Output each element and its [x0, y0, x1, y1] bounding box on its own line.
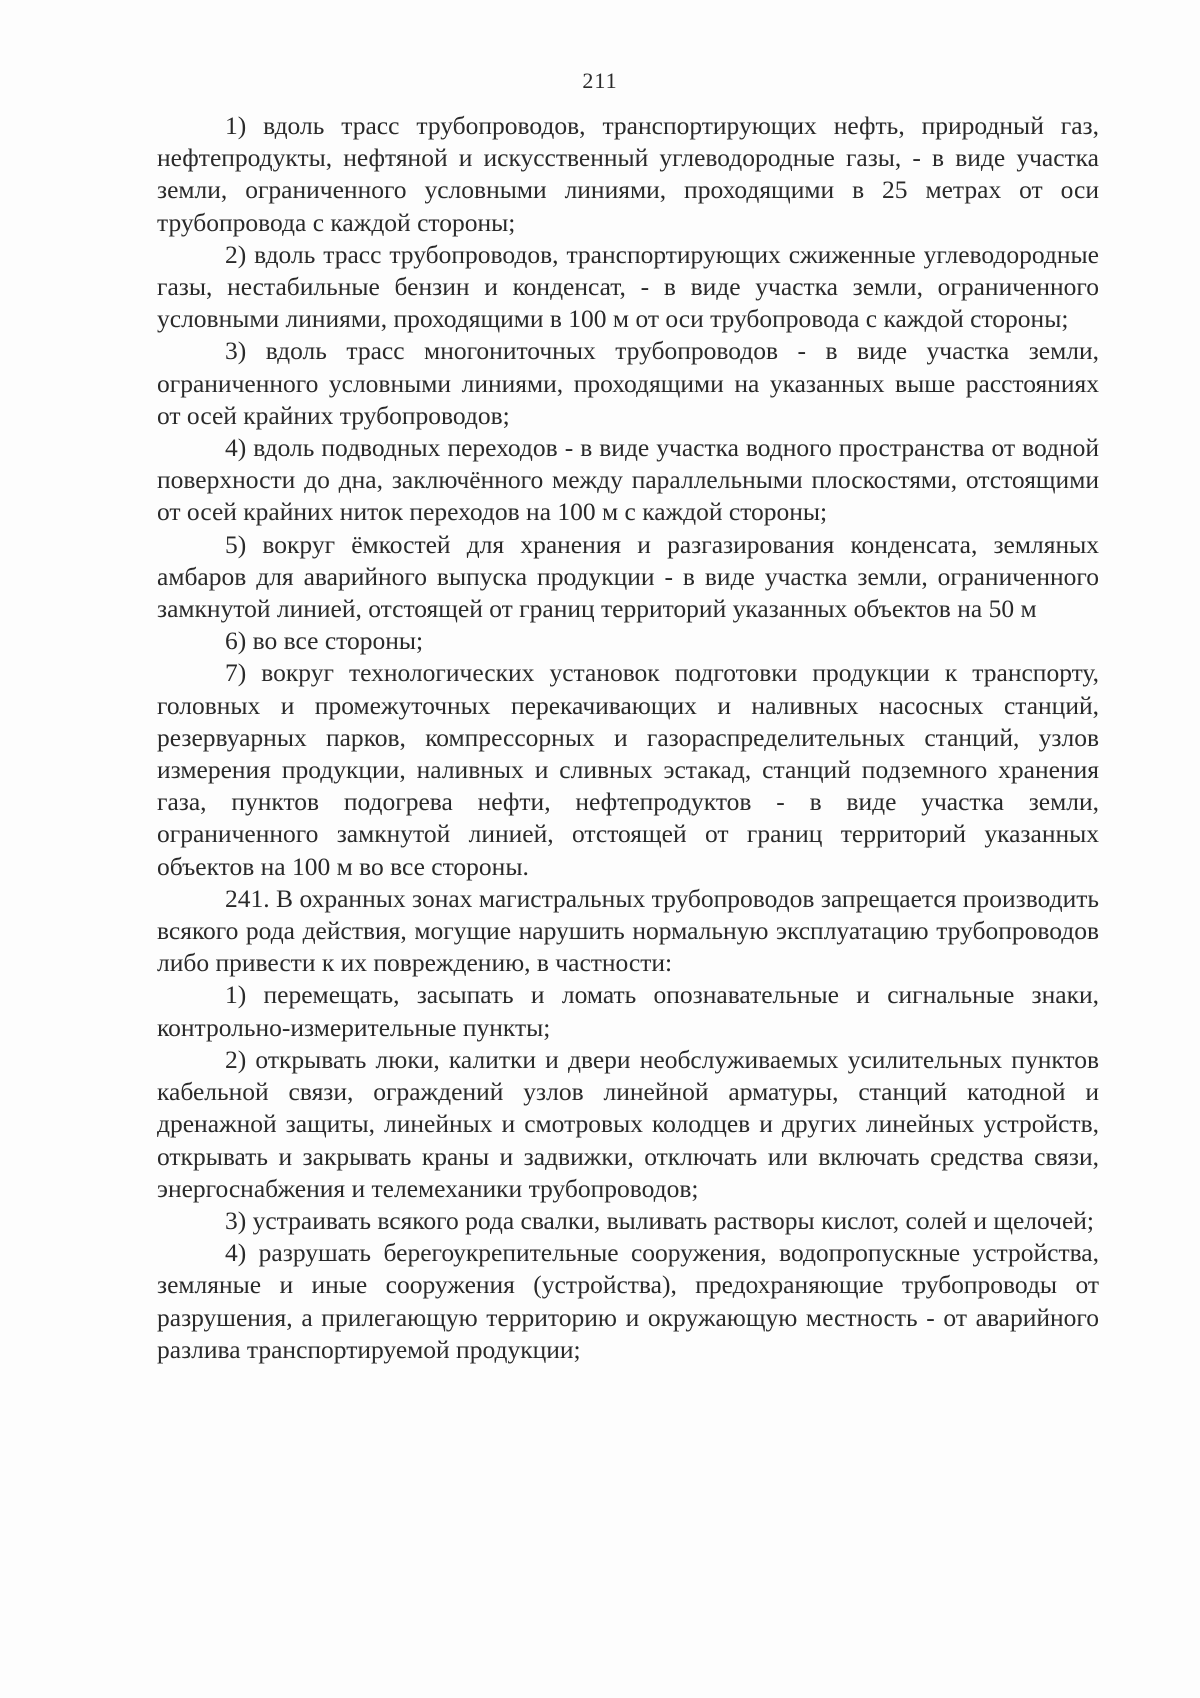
prohibition-item-1: 1) перемещать, засыпать и ломать опознавательные и сигнальные знаки, контрольно-измерительные пункты;	[157, 980, 1099, 1042]
paragraph-item-1: 1) вдоль трасс трубопроводов, транспортирующих нефть, природный газ, нефтепродукты, нефтяной и искусственный углеводородные газы, - в виде участка земли, ограниченного условными линиями, проходящими в 25 метрах от оси трубопровода с каждой стороны;	[157, 111, 1099, 237]
paragraph-item-7: 7) вокруг технологических установок подготовки продукции к транспорту, головных и промежуточных перекачивающих и наливных насосных станций, резервуарных парков, компрессорных и газораспределительных станций, узлов измерения продукции, наливных и сливных эстакад, станций подземного хранения газа, пунктов подогрева нефти, нефтепродуктов - в виде участка земли, ограниченного замкнутой линией, отстоящей от границ территорий указанных объектов на 100 м во все стороны.	[157, 658, 1099, 881]
prohibition-item-4: 4) разрушать берегоукрепительные сооружения, водопропускные устройства, земляные и иные сооружения (устройства), предохраняющие трубопроводы от разрушения, а прилегающую территорию и окружающую местность - от аварийного разлива транспортируемой продукции;	[157, 1238, 1099, 1364]
paragraph-item-4: 4) вдоль подводных переходов - в виде участка водного пространства от водной поверхности до дна, заключённого между параллельными плоскостями, отстоящими от осей крайних ниток переходов на 100 м с каждой стороны;	[157, 433, 1099, 527]
page-number: 211	[582, 68, 618, 93]
prohibition-item-2: 2) открывать люки, калитки и двери необслуживаемых усилительных пунктов кабельной связи, ограждений узлов линейной арматуры, станций катодной и дренажной защиты, линейных и смотровых колодцев и других линейных устройств, открывать и закрывать краны и задвижки, отключать или включать средства связи, энергоснабжения и телемеханики трубопроводов;	[157, 1044, 1099, 1203]
paragraph-item-2: 2) вдоль трасс трубопроводов, транспортирующих сжиженные углеводородные газы, нестабильные бензин и конденсат, - в виде участка земли, ограниченного условными линиями, проходящими в 100 м от оси трубопровода с каждой стороны;	[157, 239, 1099, 334]
paragraph-item-3: 3) вдоль трасс многониточных трубопроводов - в виде участка земли, ограниченного условными линиями, проходящими на указанных выше расстояниях от осей крайних трубопроводов;	[157, 336, 1099, 430]
prohibition-item-3: 3) устраивать всякого рода свалки, выливать растворы кислот, солей и щелочей;	[225, 1205, 1094, 1235]
paragraph-241: 241. В охранных зонах магистральных трубопроводов запрещается производить всякого рода действия, могущие нарушить нормальную эксплуатацию трубопроводов либо привести к их повреждению, в частности:	[157, 883, 1099, 978]
document-body	[157, 110, 1099, 1366]
paragraph-item-6: 6) во все стороны;	[225, 626, 424, 656]
paragraph-item-5: 5) вокруг ёмкостей для хранения и разгазирования конденсата, земляных амбаров для аварийного выпуска продукции - в виде участка земли, ограниченного замкнутой линией, отстоящей от границ территорий указанных объектов на 50 м	[157, 529, 1099, 624]
